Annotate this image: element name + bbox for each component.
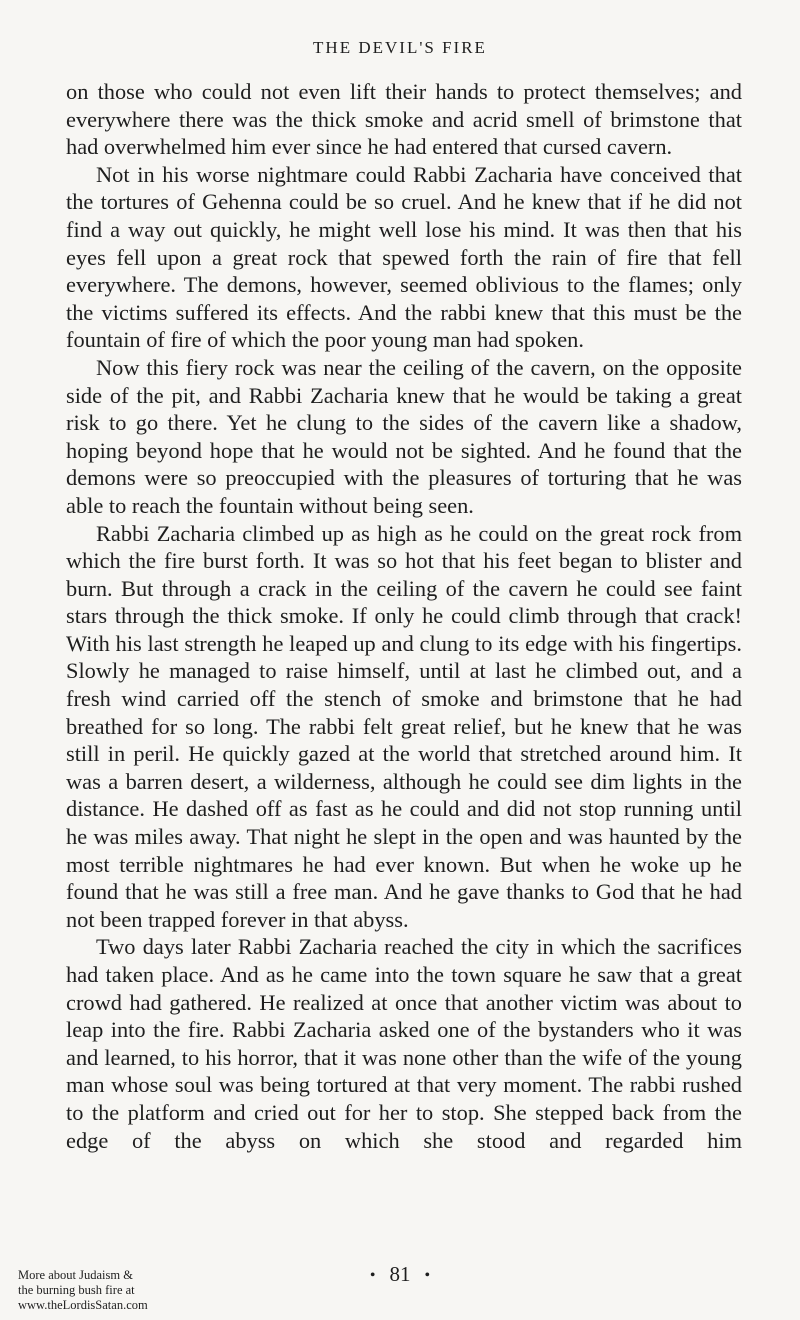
paragraph-3: Now this fiery rock was near the ceiling of the cavern, on the opposite side of the pit, and Rabbi Zacharia knew that he would be taking a great risk to go there. Yet he clung to the sides of the cavern like a shadow, hoping beyond hope that he would not be sighted. And he found that the demons were so preoccupied with the pleasures of torturing that he was able to reach the fountain without being seen. [66,354,742,518]
paragraph-2: Not in his worse nightmare could Rabbi Zacharia have conceived that the tortures of Gehenna could be so cruel. And he knew that if he did not find a way out quickly, he might well lose his mind. It was then that his eyes fell upon a great rock that spewed forth the rain of fire that fell everywhere. The demons, however, seemed oblivious to the flames; only the victims suffered its effects. And the rabbi knew that this must be the fountain of fire of which the poor young man had spoken. [66,161,742,353]
body-text [66,78,742,1154]
running-head: THE DEVIL'S FIRE [313,38,487,57]
footer-note-line: More about Judaism & [18,1268,133,1282]
folio-ornament-left: • [369,1267,376,1285]
footer-note-link[interactable]: www.theLordisSatan.com [18,1298,148,1312]
paragraph-1: on those who could not even lift their hands to protect themselves; and everywhere there was the thick smoke and acrid smell of brimstone that had overwhelmed him ever since he had entered that cursed cavern. [66,79,742,160]
folio-ornament-right: • [424,1267,431,1285]
footer-note-line: the burning bush fire at [18,1283,135,1297]
paragraph-4: Rabbi Zacharia climbed up as high as he could on the great rock from which the fire burst forth. It was so hot that his feet began to blister and burn. But through a crack in the ceiling of the cavern he could see faint stars through the thick smoke. If only he could climb through that crack! With his last strength he leaped up and clung to its edge with his fingertips. Slowly he managed to raise himself, until at last he climbed out, and a fresh wind carried off the stench of smoke and brimstone that he had breathed for so long. The rabbi felt great relief, but he knew that he was still in peril. He quickly gazed at the world that stretched around him. It was a barren desert, a wilderness, although he could see dim lights in the distance. He dashed off as fast as he could and did not stop running until he was miles away. That night he slept in the open and was haunted by the most terrible nightmares he had ever known. But when he woke up he found that he was still a free man. And he gave thanks to God that he had not been trapped forever in that abyss. [66,520,742,932]
paragraph-5: Two days later Rabbi Zacharia reached the city in which the sacrifices had taken place. And as he came into the town square he saw that a great crowd had gathered. He realized at once that another victim was about to leap into the fire. Rabbi Zacharia asked one of the bystanders who it was and learned, to his horror, that it was none other than the wife of the young man whose soul was being tortured at that very moment. The rabbi rushed to the platform and cried out for her to stop. She stepped back from the edge of the abyss on which she stood and regarded him [66,934,742,1153]
footer-note [18,1268,218,1313]
page-number-value: 81 [389,1262,411,1286]
